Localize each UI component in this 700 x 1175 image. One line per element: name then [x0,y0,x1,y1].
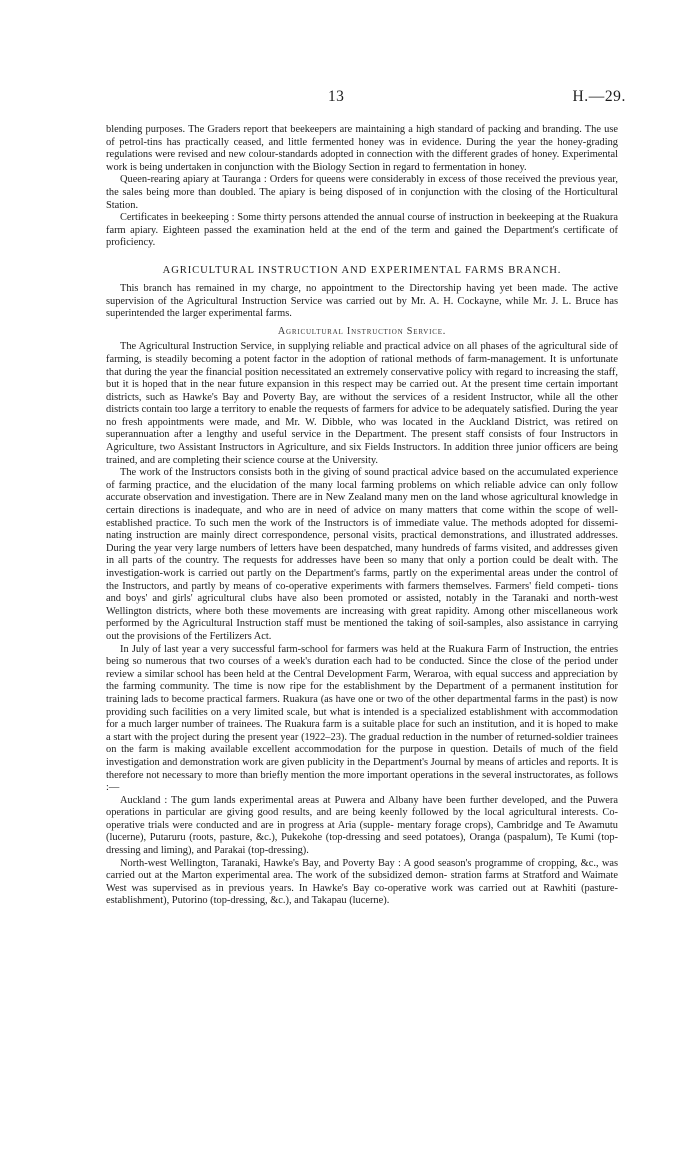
section-title: AGRICULTURAL INSTRUCTION AND EXPERIMENTAL FARMS BRANCH. [162,264,562,276]
farm-school-paragraph: In July of last year a very successful farm-school for farmers was held at the Ruakura Farm of Instruction, the entries being so numerous that two courses of a week's duration each had to be conducted. Since the close of the period under review a similar school has been held at the Central Development Farm, Weraroa, with equal success and appreciation by the farming community. The time is now ripe for the establishment by the Department of a permanent institution for training lads to become practical farmers. Ruakura (as have one or two of the other departmental farms in the past) is now providing such facilities on a very limited scale, but what is intended is a specialized establishment with accommodation for a much larger number of trainees. The Ruakura farm is a suitable place for such an institution, and it is hoped to make a start with the project during the present year (1922–23). The gradual reduction in the number of returned-soldier trainees on the farm is making available excellent accommodation for the purpose in question. Details of much of the field investigation and demonstration work are given publicity in the Department's Journal by means of articles and reports. It is therefore not necessary to more than briefly mention the more important operations in the several instructorates, as follows :— [106,643,618,794]
instructors-work-paragraph: The work of the Instructors consists both in the giving of sound practical advice based on the accumulated experience of farming practice, and the elucidation of the many local farming problems on which reliable advice can only follow accurate observation and investigation. There are in New Zealand many men on the land whose agricultural knowledge in certain directions is inadequate, and who are in need of advice on many matters that come within the scope of well-established practice. To such men the work of the Instructors is of immediate value. The methods adopted for dissemi- nating instruction are mainly direct correspondence, personal visits, practical demonstrations, and illustrated addresses. During the year very large numbers of letters have been despatched, many hundreds of farms visited, and addresses given in all parts of the country. The requests for addresses have been so many that only a portion could be dealt with. The investigation-work is carried out partly on the Department's farms, partly on the experimental areas under the control of the Instructors, and partly by means of co-operative experiments with farmers themselves. Farmers' field competi- tions and boys' and girls' agricultural clubs have also been promoted or assisted, notably in the Taranaki and north-west Wellington districts, where both these movements are increasing with great rapidity. Among other miscellaneous work performed by the Agricultural Instruction staff must be mentioned the taking of soil-samples, also assistance in carrying out the provisions of the Fertilizers Act. [106,467,618,642]
auckland-paragraph: Auckland : The gum lands experimental areas at Puwera and Albany have been further developed, and the Puwera operations in particular are giving good results, and are being keenly followed by the local agricultural interests. Co-operative trials were conducted and are in progress at Aria (supple- mentary forage crops), Cambridge and Te Awamutu (lucerne), Putaruru (roots, pasture, &c.), Pukekohe (top-dressing and seed potatoes), Oranga (paspalum), Te Kumi (top-dressing and liming), and Parakai (top-dressing). [106,794,618,857]
page-number: 13 [328,88,345,105]
document-reference: H.—29. [572,88,626,105]
section-intro-paragraph: This branch has remained in my charge, no appointment to the Directorship having yet been made. The active supervision of the Agricultural Instruction Service was carried out by Mr. A. H. Cockayne, while Mr. J. L. Bruce has superintended the larger experimental farms. [106,282,618,320]
document-body [106,124,618,908]
subheading: Agricultural Instruction Service. [277,325,447,337]
queen-rearing-paragraph: Queen-rearing apiary at Tauranga : Orders for queens were considerably in excess of those received the previous year, the sales being more than doubled. The apiary is being disposed of in conjunction with the closing of the Horticultural Station. [106,174,618,211]
certificates-paragraph: Certificates in beekeeping : Some thirty persons attended the annual course of instruction in beekeeping at the Ruakura farm apiary. Eighteen passed the examination held at the end of the term and gained the Department's certificate of proficiency. [106,212,618,249]
page-header [0,88,700,110]
beekeeping-paragraph: blending purposes. The Graders report that beekeepers are maintaining a high standard of packing and branding. The use of petrol-tins has practically ceased, and little fermented honey was in evidence. During the year the honey-grading regulations were revised and new colour-standards adopted in connection with the different grades of honey. Experimental work is being undertaken in conjunction with the Biology Section in regard to fermentation in honey. [106,124,618,173]
wellington-paragraph: North-west Wellington, Taranaki, Hawke's Bay, and Poverty Bay : A good season's programme of cropping, &c., was carried out at the Marton experimental area. The work of the subsidized demon- stration farms at Stratford and Waimate West was supervised as in previous years. In Hawke's Bay co-operative work was carried out at Rawhiti (pasture-establishment), Putorino (top-dressing, &c.), and Takapau (lucerne). [106,857,618,907]
instruction-service-paragraph: The Agricultural Instruction Service, in supplying reliable and practical advice on all phases of the agricultural side of farming, is steadily becoming a potent factor in the adoption of rational methods of farm-management. It is unfortunate that during the year the financial position necessitated an extremely conservative policy with regard to increasing the staff, but it is hoped that in the near future expansion in this respect may be carried out. At the present time certain important districts, such as Hawke's Bay and Poverty Bay, are without the services of a resident Instructor, while all the other districts contain too large a territory to enable the requests of farmers for advice to be adequately satisfied. During the year no fresh appointments were made, and Mr. W. Dibble, who was located in the Auckland District, was retired on superannuation after a lengthy and useful service in the Department. The present staff consists of four Instructors in Agriculture, two Assistant Instructors in Agriculture, and six Fields Instructors. In addition three junior officers are being trained, and are completing their science course at the University. [106,341,618,466]
